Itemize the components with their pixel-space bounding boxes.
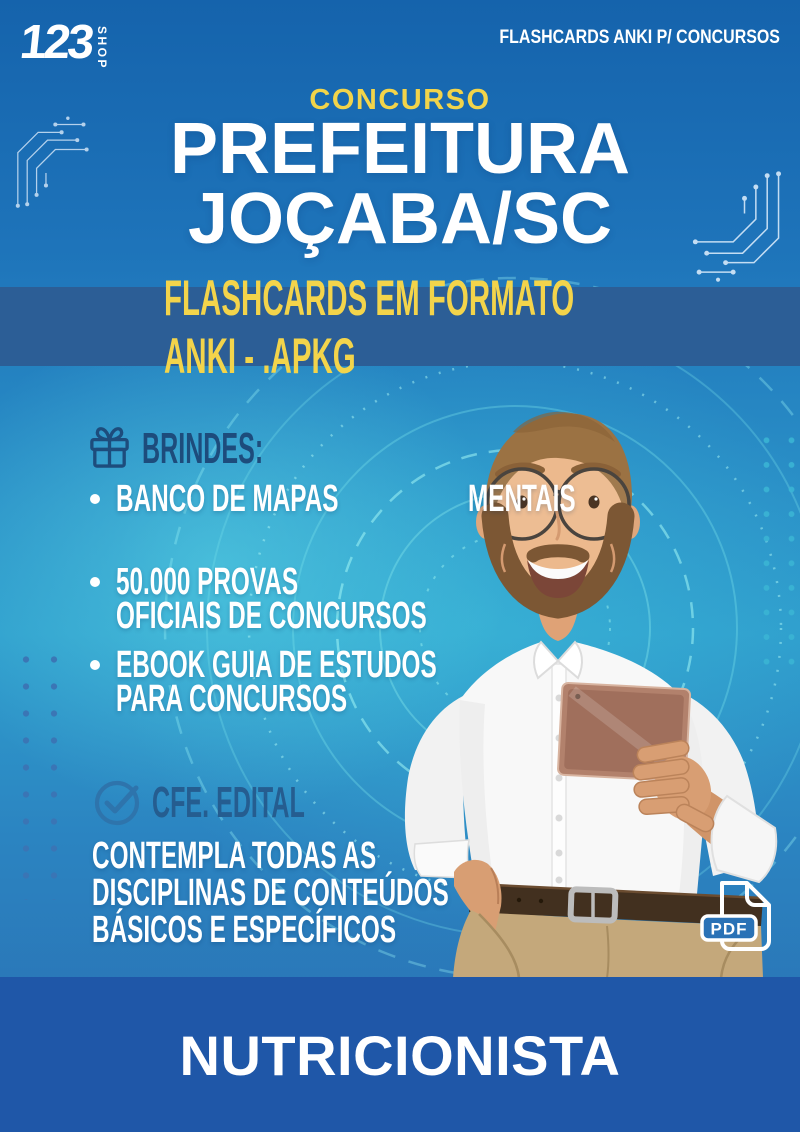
benefit-line: MENTAIS bbox=[468, 478, 576, 520]
role-title: NUTRICIONISTA bbox=[179, 1024, 621, 1087]
format-ribbon bbox=[0, 269, 800, 384]
page-title bbox=[0, 109, 800, 259]
edital-paragraph bbox=[92, 835, 800, 951]
benefit-item bbox=[88, 644, 800, 720]
benefit-line: 50.000 PROVAS bbox=[116, 561, 299, 603]
edital-line: CONTEMPLA TODAS AS bbox=[92, 835, 377, 877]
gift-icon bbox=[86, 423, 133, 470]
benefit-line: BANCO DE MAPAS bbox=[116, 478, 339, 520]
benefit-line: OFICIAIS DE CONCURSOS bbox=[116, 595, 427, 637]
edital-heading: CFE. EDITAL bbox=[152, 778, 305, 827]
edital-line: DISCIPLINAS DE CONTEÚDOS bbox=[92, 872, 449, 914]
title-line-1: PREFEITURA bbox=[169, 109, 631, 189]
header-tagline bbox=[420, 27, 780, 49]
pdf-label: PDF bbox=[710, 919, 748, 939]
footer-banner bbox=[0, 977, 800, 1132]
dot-grid-decoration bbox=[4, 642, 62, 900]
benefit-item bbox=[88, 478, 636, 520]
pdf-file-icon bbox=[698, 878, 776, 956]
bullet-dot bbox=[90, 494, 100, 504]
benefit-line: PARA CONCURSOS bbox=[116, 678, 348, 720]
bullet-dot bbox=[90, 660, 100, 670]
logo-number: 123 bbox=[17, 16, 95, 69]
header-tagline-text: FLASHCARDS ANKI P/ CONCURSOS bbox=[499, 27, 780, 48]
edital-line: BÁSICOS E ESPECÍFICOS bbox=[92, 909, 397, 951]
brand-logo bbox=[17, 16, 110, 71]
logo-shop-label: SHOP bbox=[95, 26, 110, 71]
bullet-dot bbox=[90, 577, 100, 587]
kicker: CONCURSO bbox=[309, 84, 491, 116]
ribbon-label: FLASHCARDS EM FORMATO ANKI - .APKG bbox=[164, 269, 575, 384]
benefit-item bbox=[88, 561, 800, 637]
benefits-heading: BRINDES: bbox=[142, 424, 264, 473]
benefit-line: EBOOK GUIA DE ESTUDOS bbox=[116, 644, 437, 686]
check-circle-icon bbox=[92, 776, 144, 828]
title-line-2: JOÇABA/SC bbox=[187, 179, 613, 259]
